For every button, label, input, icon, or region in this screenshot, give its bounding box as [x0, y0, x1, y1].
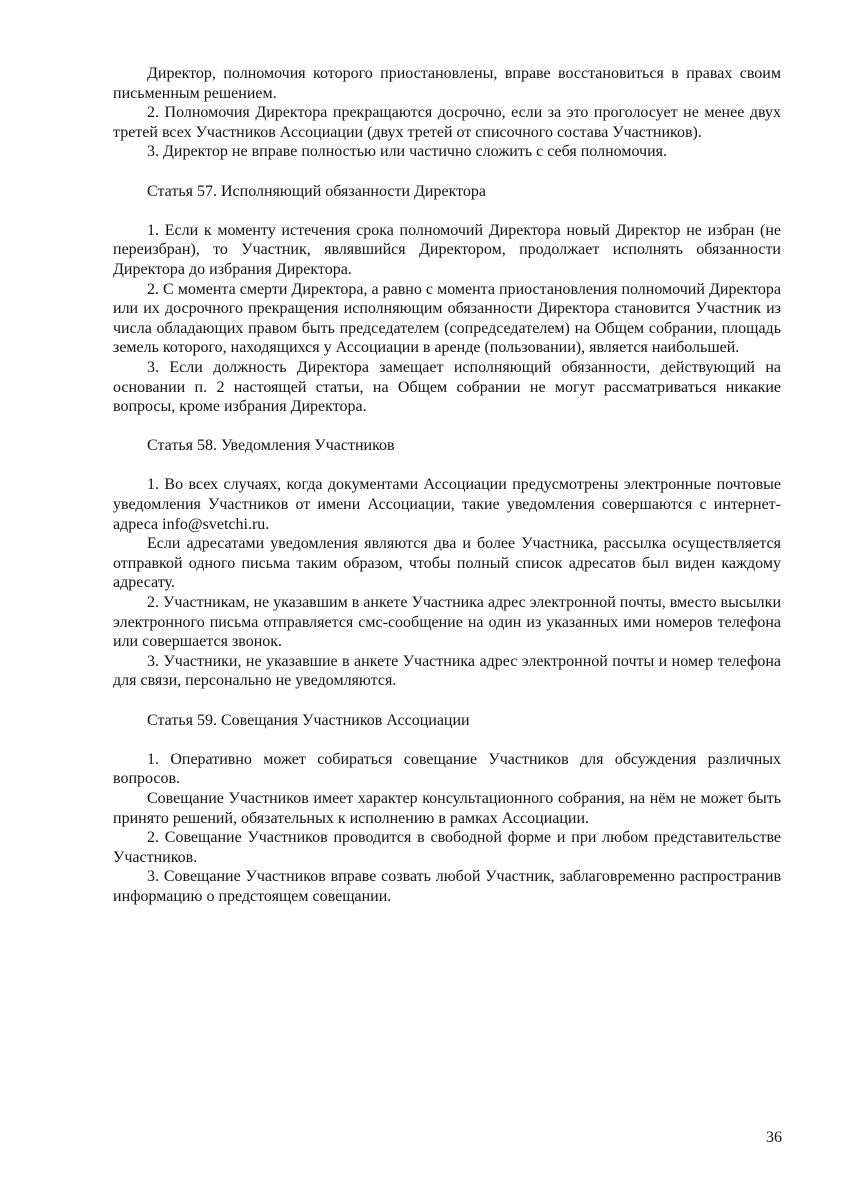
spacer — [113, 730, 781, 750]
paragraph: 1. Если к моменту истечения срока полномочий Директора новый Директор не избран (не переизбран), то Участник, являвшийся Директором, продолжает исполнять обязанности Директора до избрания Директора. — [113, 221, 781, 278]
paragraph: 2. С момента смерти Директора, а равно с момента приостановления полномочий Директора или их досрочного прекращения исполняющим обязанности Директора становится Участник из числа обладающих правом быть председателем (сопредседателем) на Общем собрании, площадь земель которого, находящихся у Ассоциации в аренде (пользовании), является наибольшей. — [113, 280, 781, 357]
paragraph: 3. Участники, не указавшие в анкете Участника адрес электронной почты и номер телефона для связи, персонально не уведомляются. — [113, 652, 781, 690]
article-58 — [113, 436, 781, 691]
spacer — [113, 201, 781, 221]
article-57 — [113, 182, 781, 417]
spacer — [113, 691, 781, 711]
paragraph: 3. Совещание Участников вправе созвать любой Участник, заблаговременно распространив информацию о предстоящем совещании. — [113, 868, 781, 905]
article-heading: Статья 59. Совещания Участников Ассоциации — [147, 711, 470, 729]
article-59 — [113, 711, 781, 907]
article-heading: Статья 58. Уведомления Участников — [147, 437, 395, 455]
paragraph: 1. Оперативно может собираться совещание Участников для обсуждения различных вопросов. — [113, 750, 781, 788]
article-heading: Статья 57. Исполняющий обязанности Директора — [147, 182, 487, 200]
paragraph: 1. Во всех случаях, когда документами Ассоциации предусмотрены электронные почтовые уведомления Участников от имени Ассоциации, такие уведомления совершаются с интернет-адреса info@svetchi.ru. — [113, 476, 781, 533]
paragraph: 2. Полномочия Директора прекращаются досрочно, если за это проголосует не менее двух третей всех Участников Ассоциации (двух третей от списочного состава Участников). — [113, 104, 781, 141]
paragraph: 3. Если должность Директора замещает исполняющий обязанности, действующий на основании п. 2 настоящей статьи, на Общем собрании не могут рассматриваться никакие вопросы, кроме избрания Директора. — [113, 358, 781, 416]
spacer — [113, 162, 781, 182]
paragraph: 3. Директор не вправе полностью или частично сложить с себя полномочия. — [147, 143, 667, 161]
paragraph: Директор, полномочия которого приостановлены, вправе восстановиться в правах своим письменным решением. — [113, 65, 781, 102]
paragraph: Если адресатами уведомления являются два и более Участника, рассылка осуществляется отправкой одного письма таким образом, чтобы полный список адресатов был виден каждому адресату. — [113, 535, 781, 592]
spacer — [113, 417, 781, 437]
page-number: 36 — [766, 1129, 782, 1146]
document-page — [113, 64, 781, 907]
paragraph: Совещание Участников имеет характер консультационного собрания, на нём не может быть принято решений, обязательных к исполнению в рамках Ассоциации. — [113, 789, 781, 827]
continuation-section — [113, 64, 781, 162]
paragraph: 2. Участникам, не указавшим в анкете Участника адрес электронной почты, вместо высылки электронного письма отправляется смс-сообщение на один из указанных ими номеров телефона или совершается звонок. — [113, 594, 781, 651]
paragraph: 2. Совещание Участников проводится в свободной форме и при любом представительстве Участников. — [113, 829, 781, 866]
spacer — [113, 456, 781, 476]
